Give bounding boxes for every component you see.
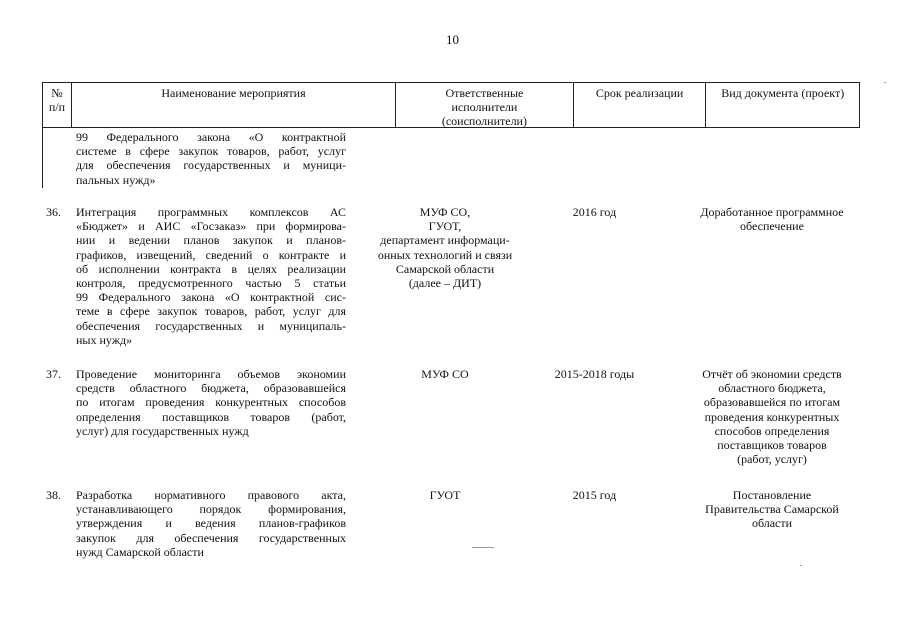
name-line: средств областного бюджета, образовавшейся [76,381,346,396]
name-line: «Бюджет» и АИС «Госзаказ» при формирова- [76,219,346,234]
row-doc [682,488,862,531]
row-number: 37. [46,367,61,381]
header-responsible: Ответственные исполнители (соисполнители) [396,83,574,127]
continued-line: 99 Федерального закона «О контрактной [76,130,346,144]
name-line: нужд Самарской области [76,544,204,559]
continued-line: пальных нужд» [76,172,156,187]
header-doc: Вид документа (проект) [721,86,845,100]
page-number: 10 [446,32,459,47]
row-responsible [356,488,534,502]
continued-line: для обеспечения государственных и муници- [76,158,346,173]
name-line: определения поставщиков товаров (работ, [76,409,346,424]
row-name [76,367,346,438]
name-line: Проведение мониторинга объемов экономии [76,367,346,381]
responsible-line: МУФ СО, [419,205,471,219]
doc-line: поставщиков товаров [717,438,827,453]
responsible-line: ГУОТ [429,488,461,502]
name-line: контроля, предусмотренного частью 5 статьи [76,276,346,291]
doc-line: Отчёт об экономии средств [702,367,842,381]
name-line: услуг) для государственных нужд [76,423,249,438]
continued-text [76,130,346,187]
name-line: теме в сфере закупок товаров, работ, услуг для [76,304,346,319]
responsible-line: департамент информаци- [380,233,510,248]
doc-line: Правительства Самарской [705,502,839,517]
row-doc [682,205,862,233]
name-line: устанавливающего порядок формирования, [76,502,346,517]
row-term: 2015-2018 годы [554,367,635,381]
name-line: обеспечения государственных и муниципаль- [76,318,346,333]
scan-speck [884,82,886,83]
doc-line: Доработанное программное [700,205,844,219]
row-responsible [356,367,534,381]
header-term: Срок реализации [574,83,707,127]
name-line: утверждения и ведения планов-графиков [76,516,346,531]
name-line: Разработка нормативного правового акта, [76,488,346,502]
header-name: Наименование мероприятия [72,83,396,127]
name-line: об исполнении контракта в целях реализации [76,261,346,276]
doc-line: областного бюджета, [718,381,826,396]
doc-line: проведения конкурентных [704,409,840,424]
row-name [76,488,346,559]
name-line: ных нужд» [76,332,133,347]
doc-line: области [751,516,793,531]
name-line: нии и ведении планов закупок и планов- [76,233,346,248]
name-line: по итогам проведения конкурентных способов [76,395,346,410]
scan-speck [800,565,802,566]
responsible-line: (далее – ДИТ) [408,276,482,291]
table-left-border [42,128,43,188]
name-line: Интеграция программных комплексов АС [76,205,346,219]
doc-line: Постановление [732,488,812,502]
header-num: № п/п [43,83,72,127]
doc-line: образовавшейся по итогам [703,395,841,410]
responsible-line: Самарской области [395,261,495,276]
doc-line: (работ, услуг) [737,452,807,467]
table-header [42,82,860,128]
name-line: закупок для обеспечения государственных [76,530,346,545]
name-line: 99 Федерального закона «О контрактной сис- [76,290,346,305]
continued-line: системе в сфере закупок товаров, работ, услуг [76,144,346,159]
row-name [76,205,346,347]
row-number: 36. [46,205,61,219]
row-doc [682,367,862,466]
responsible-line: ГУОТ, [428,219,462,234]
name-line: графиков, извещений, сведений о контракте и [76,247,346,262]
doc-line: обеспечение [740,219,804,234]
scan-speck [472,547,494,548]
row-term: 2016 год [572,205,617,219]
responsible-line: МУФ СО [421,367,469,381]
row-responsible [356,205,534,290]
doc-line: способов определения [714,423,830,438]
row-term: 2015 год [572,488,617,502]
row-number: 38. [46,488,61,502]
responsible-line: онных технологий и связи [377,247,513,262]
